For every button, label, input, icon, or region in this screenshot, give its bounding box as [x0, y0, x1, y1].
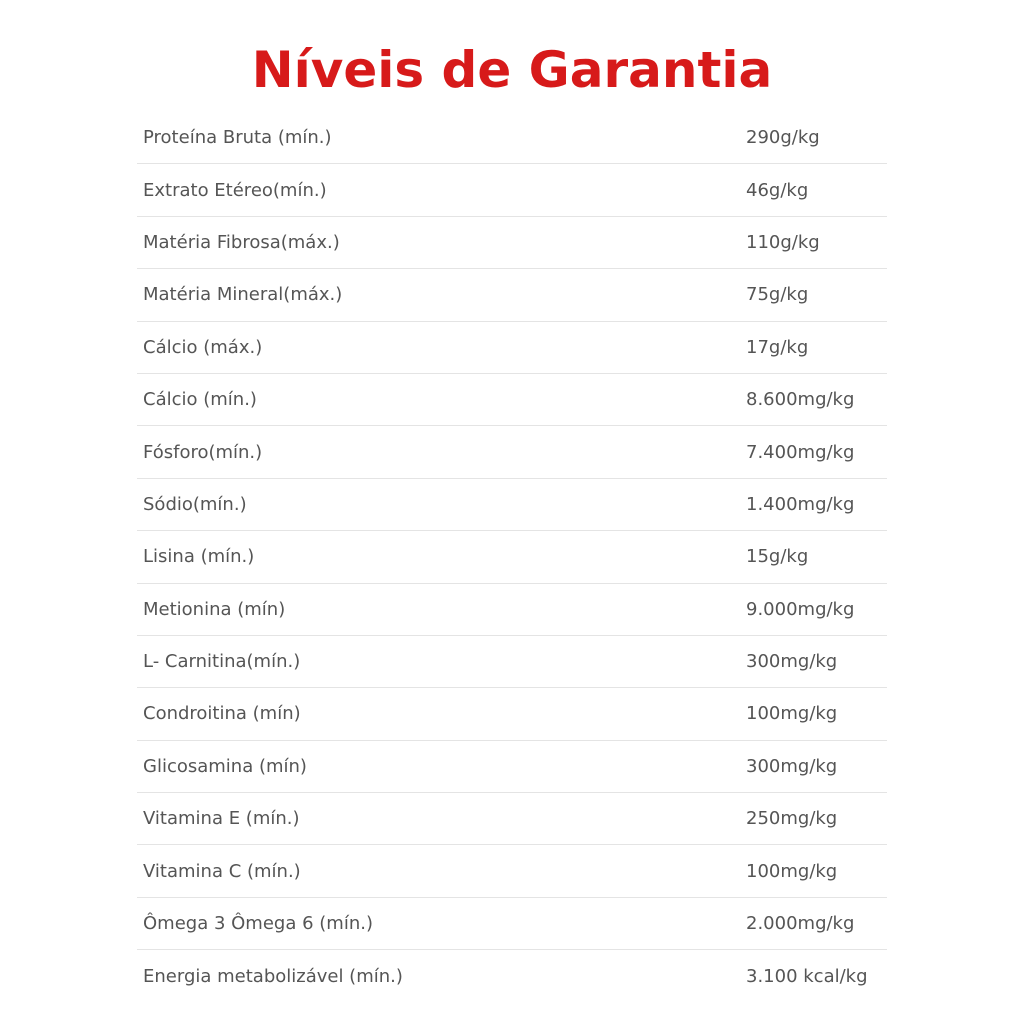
table-row: [137, 479, 887, 531]
nutrient-name: Ômega 3 Ômega 6 (mín.): [143, 913, 373, 935]
table-row: [137, 636, 887, 688]
table-row: [137, 688, 887, 740]
nutrient-name: Vitamina E (mín.): [143, 808, 300, 830]
nutrient-value: 9.000mg/kg: [746, 598, 855, 620]
nutrient-value: 290g/kg: [746, 127, 820, 149]
nutrient-name: Glicosamina (mín): [143, 755, 307, 777]
nutrient-name: Proteína Bruta (mín.): [143, 127, 332, 149]
table-row: [137, 898, 887, 950]
nutrient-name: Sódio(mín.): [143, 493, 247, 515]
nutrient-value: 8.600mg/kg: [746, 389, 855, 411]
table-row: [137, 217, 887, 269]
nutrient-value: 300mg/kg: [746, 755, 838, 777]
nutrient-name: L- Carnitina(mín.): [143, 651, 301, 673]
guarantee-levels-table: [137, 112, 887, 1003]
nutrient-value: 1.400mg/kg: [746, 493, 855, 515]
nutrient-name: Extrato Etéreo(mín.): [143, 179, 327, 201]
nutrient-value: 110g/kg: [746, 231, 820, 253]
nutrient-value: 3.100 kcal/kg: [746, 965, 868, 987]
nutrient-value: 250mg/kg: [746, 808, 838, 830]
table-row: [137, 164, 887, 216]
table-row: [137, 269, 887, 321]
nutrient-value: 7.400mg/kg: [746, 441, 855, 463]
nutrient-value: 2.000mg/kg: [746, 913, 855, 935]
table-row: [137, 741, 887, 793]
page-title: Níveis de Garantia: [251, 41, 773, 99]
table-row: [137, 322, 887, 374]
nutrient-name: Metionina (mín): [143, 598, 286, 620]
nutrient-value: 46g/kg: [746, 179, 809, 201]
nutrient-name: Vitamina C (mín.): [143, 860, 301, 882]
table-row: [137, 584, 887, 636]
table-row: [137, 374, 887, 426]
table-row: [137, 112, 887, 164]
nutrient-value: 75g/kg: [746, 284, 809, 306]
nutrient-name: Cálcio (mín.): [143, 389, 257, 411]
nutrient-name: Cálcio (máx.): [143, 336, 263, 358]
table-row: [137, 531, 887, 583]
nutrient-value: 100mg/kg: [746, 860, 838, 882]
nutrient-value: 300mg/kg: [746, 651, 838, 673]
nutrient-name: Energia metabolizável (mín.): [143, 965, 403, 987]
nutrient-name: Matéria Mineral(máx.): [143, 284, 343, 306]
nutrient-value: 15g/kg: [746, 546, 809, 568]
nutrient-name: Condroitina (mín): [143, 703, 301, 725]
table-row: [137, 845, 887, 897]
nutrient-name: Matéria Fibrosa(máx.): [143, 231, 340, 253]
nutrient-value: 100mg/kg: [746, 703, 838, 725]
table-row: [137, 793, 887, 845]
nutrient-name: Fósforo(mín.): [143, 441, 263, 463]
table-row: [137, 426, 887, 478]
nutrient-name: Lisina (mín.): [143, 546, 255, 568]
table-row: [137, 950, 887, 1002]
nutrient-value: 17g/kg: [746, 336, 809, 358]
